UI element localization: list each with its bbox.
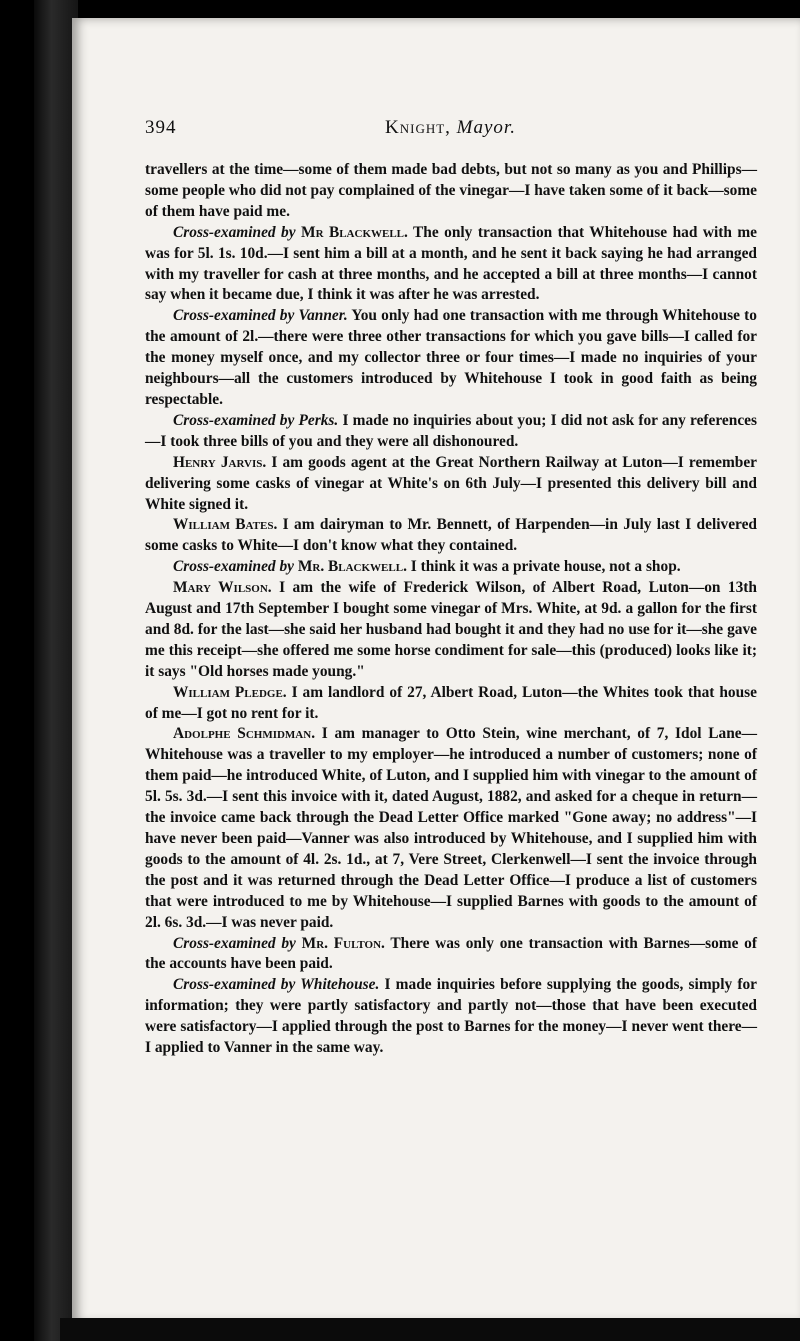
running-title-name: Knight, (385, 117, 451, 138)
witness-paragraph (145, 683, 757, 725)
paragraph-text: I am manager to Otto Stein, wine merchant, of 7, Idol Lane—Whitehouse was a traveller to my employer—he introduced a number of customers; none of them paid—he introduced White, of Luton, and I supplied him with vinegar to the amount of 5l. 5s. 3d.—I sent this invoice with it, dated August, 1882, and asked for a cheque in return—the invoice came back through the Dead Letter Office marked "Gone away; no address"—I have never been paid—Vanner was also introduced by Whitehouse, and I supplied him with goods to the amount of 4l. 2s. 1d., at 7, Vere Street, Clerkenwell—I sent the invoice through the post and it was returned through the Dead Letter Office—I produce a list of customers that were introduced to me by Whitehouse—I supplied Barnes with goods to the amount of 2l. 6s. 3d.—I was never paid. (145, 725, 757, 931)
cross-examination-paragraph (145, 557, 757, 578)
examiner-name: Mr Blackwell. (301, 223, 408, 241)
paragraph-text: There was only one transaction with Barnes—some of the accounts have been paid. (145, 934, 758, 973)
running-title-role: Mayor. (456, 117, 516, 138)
paragraph-text: I am goods agent at the Great Northern Railway at Luton—I remember delivering some casks of vinegar at White's on 6th July—I presented this delivery bill and White signed it. (145, 453, 757, 513)
examiner-name: Mr. Fulton. (301, 934, 385, 952)
witness-name: Adolphe Schmidman. (173, 725, 316, 743)
paragraph-text: The only transaction that Whitehouse had with me was for 5l. 1s. 10d.—I sent him a bill at a month, and he sent it back saying he had arranged with my traveller for cash at three months, and he accepted a bill at three months—I cannot say when it became due, I think it was after he was arrested. (145, 223, 757, 304)
cross-examination-lead: Cross-examined by Perks. (173, 411, 339, 429)
page-bottom-shadow (60, 1318, 800, 1341)
cross-examination-lead: Cross-examined by (173, 558, 294, 576)
cross-examination-paragraph (145, 411, 757, 453)
witness-name: Henry Jarvis. (173, 453, 267, 471)
witness-paragraph (145, 515, 757, 557)
paragraph-text: travellers at the time—some of them made bad debts, but not so many as you and Phillips—some people who did not pay complained of the vinegar—I have taken some of it back—some of them have paid me. (145, 161, 757, 220)
testimony-body (145, 160, 757, 1059)
witness-name: William Bates. (173, 516, 278, 534)
paragraph-text: I made inquiries before supplying the goods, simply for information; they were partly satisfactory and partly not—those that have been executed were satisfactory—I applied through the post to Barnes for the money—I never went there—I applied to Vanner in the same way. (145, 976, 757, 1057)
cross-examination-paragraph (145, 934, 757, 976)
cross-examination-lead: Cross-examined by (173, 934, 296, 952)
paragraph-continuation (145, 160, 757, 223)
witness-name: Mary Wilson. (173, 579, 272, 597)
page-number: 394 (145, 117, 177, 138)
cross-examination-paragraph (145, 306, 757, 411)
paragraph-text: I am the wife of Frederick Wilson, of Albert Road, Luton—on 13th August and 17th September I bought some vinegar of Mrs. White, at 9d. a gallon for the first and 8d. for the last—she said her husband had bought it and they had no use for it—she gave me this receipt—she offered me some horse condiment for sale—this (produced) looks like it; it says "Old horses made young." (145, 579, 757, 680)
paragraph-text: You only had one transaction with me through Whitehouse to the amount of 2l.—there were three other transactions for which you gave bills—I called for the money myself once, and my collector three or four times—I made no inquiries of your neighbours—all the customers introduced by Whitehouse I took in good faith as being respectable. (145, 307, 757, 408)
paragraph-text: I made no inquiries about you; I did not ask for any references—I took three bills of you and they were all dishonoured. (145, 411, 757, 450)
cross-examination-lead: Cross-examined by Vanner. (173, 307, 348, 325)
paragraph-text: I think it was a private house, not a shop. (410, 558, 681, 576)
paragraph-text: I am landlord of 27, Albert Road, Luton—the Whites took that house of me—I got no rent for it. (145, 683, 757, 722)
page-header (145, 117, 745, 147)
witness-name: William Pledge. (173, 683, 287, 701)
witness-paragraph (145, 724, 757, 933)
examiner-name: Mr. Blackwell. (297, 558, 407, 576)
witness-paragraph (145, 578, 757, 683)
witness-paragraph (145, 453, 757, 516)
cross-examination-lead: Cross-examined by (173, 223, 296, 241)
cross-examination-paragraph (145, 223, 757, 307)
cross-examination-lead: Cross-examined by Whitehouse. (173, 976, 380, 994)
paragraph-text: I am dairyman to Mr. Bennett, of Harpenden—in July last I delivered some casks to White—I don't know what they contained. (145, 516, 757, 555)
running-title (385, 117, 516, 139)
cross-examination-paragraph (145, 975, 757, 1059)
